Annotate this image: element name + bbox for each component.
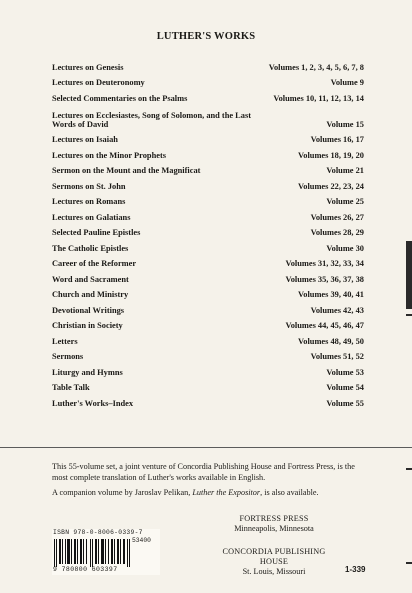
work-title: Selected Commentaries on the Psalms bbox=[52, 93, 188, 103]
work-title: Lectures on Romans bbox=[52, 197, 126, 206]
volume-row bbox=[52, 191, 364, 207]
publisher-city: St. Louis, Missouri bbox=[242, 567, 306, 576]
volume-numbers: Volumes 42, 43 bbox=[310, 305, 364, 315]
work-title: Luther's Works–Index bbox=[52, 398, 134, 408]
volume-numbers: Volumes 51, 52 bbox=[310, 352, 364, 361]
work-title: Christian in Society bbox=[52, 321, 123, 330]
companion-text-after: , is also available. bbox=[260, 488, 319, 497]
description-paragraph: This 55-volume set, a joint venture of Concordia Publishing House and Fortress Press, is the most complete translation of Luther's works available in English. bbox=[52, 462, 355, 482]
volume-numbers: Volume 55 bbox=[326, 398, 364, 408]
work-title: Lectures on Ecclesiastes, Song of Solomon, and the Last Words of David bbox=[52, 110, 251, 129]
volume-row bbox=[52, 103, 364, 129]
volume-row bbox=[52, 361, 364, 377]
volume-row bbox=[52, 222, 364, 238]
publisher-name: FORTRESS PRESS bbox=[239, 514, 309, 523]
work-title: Table Talk bbox=[52, 383, 90, 392]
work-title: Liturgy and Hymns bbox=[52, 367, 123, 377]
volume-row bbox=[52, 129, 364, 145]
volume-numbers: Volumes 18, 19, 20 bbox=[298, 150, 364, 160]
volume-numbers: Volumes 1, 2, 3, 4, 5, 6, 7, 8 bbox=[268, 62, 364, 72]
edge-mark bbox=[406, 468, 412, 470]
work-title: The Catholic Epistles bbox=[52, 243, 129, 253]
work-title: Sermon on the Mount and the Magnificat bbox=[52, 166, 201, 175]
ean-digits: 9 780800 603397 bbox=[53, 566, 118, 573]
volume-row bbox=[52, 299, 364, 315]
work-title: Church and Ministry bbox=[52, 290, 129, 299]
volume-numbers: Volumes 10, 11, 12, 13, 14 bbox=[273, 93, 364, 103]
volume-numbers: Volume 21 bbox=[326, 166, 364, 175]
volume-numbers: Volumes 35, 36, 37, 38 bbox=[285, 274, 364, 284]
volume-numbers: Volumes 28, 29 bbox=[310, 228, 364, 237]
work-title: Selected Pauline Epistles bbox=[52, 228, 141, 237]
isbn-text: ISBN 978-0-8006-0339-7 bbox=[53, 529, 143, 536]
volume-numbers: Volumes 39, 40, 41 bbox=[298, 290, 364, 299]
page-title: LUTHER'S WORKS bbox=[156, 31, 256, 42]
work-title: Lectures on Deuteronomy bbox=[52, 78, 145, 87]
publisher-concordia bbox=[216, 547, 332, 577]
volume-row bbox=[52, 56, 364, 72]
volume-numbers: Volumes 48, 49, 50 bbox=[298, 336, 364, 346]
publisher-city: Minneapolis, Minnesota bbox=[234, 524, 314, 533]
companion-title: Luther the Expositor bbox=[192, 488, 261, 497]
volume-row bbox=[52, 284, 364, 300]
volume-row bbox=[52, 392, 364, 408]
work-title: Sermons bbox=[52, 352, 84, 361]
volume-row bbox=[52, 206, 364, 222]
order-code: 1-339 bbox=[345, 565, 366, 574]
volume-list bbox=[52, 56, 364, 408]
work-title: Lectures on Isaiah bbox=[52, 135, 118, 144]
volume-numbers: Volume 9 bbox=[330, 78, 364, 87]
volume-row bbox=[52, 330, 364, 346]
volume-numbers: Volume 15 bbox=[326, 119, 364, 129]
volume-row bbox=[52, 253, 364, 269]
edge-mark bbox=[406, 314, 412, 316]
volume-numbers: Volume 30 bbox=[326, 243, 364, 253]
price-addon: 53400 bbox=[132, 537, 151, 544]
volume-numbers: Volumes 26, 27 bbox=[310, 212, 364, 222]
edge-mark bbox=[406, 562, 412, 564]
work-title: Lectures on Galatians bbox=[52, 212, 131, 222]
work-title: Lectures on Genesis bbox=[52, 62, 124, 72]
work-title: Word and Sacrament bbox=[52, 274, 129, 284]
work-title: Lectures on the Minor Prophets bbox=[52, 150, 166, 160]
divider bbox=[0, 447, 412, 448]
volume-row bbox=[52, 144, 364, 160]
work-title: Devotional Writings bbox=[52, 305, 125, 315]
companion-note bbox=[52, 487, 367, 498]
volume-numbers: Volumes 16, 17 bbox=[310, 135, 364, 144]
volume-row bbox=[52, 315, 364, 331]
volume-numbers: Volume 25 bbox=[326, 197, 364, 206]
volume-row bbox=[52, 346, 364, 362]
volume-row bbox=[52, 237, 364, 253]
volume-numbers: Volumes 44, 45, 46, 47 bbox=[285, 321, 364, 330]
volume-numbers: Volumes 22, 23, 24 bbox=[298, 181, 364, 191]
volume-row bbox=[52, 377, 364, 393]
volume-numbers: Volume 53 bbox=[326, 367, 364, 377]
volume-row bbox=[52, 175, 364, 191]
volume-row bbox=[52, 72, 364, 88]
barcode-bars bbox=[54, 539, 132, 567]
publisher-name: CONCORDIA PUBLISHING HOUSE bbox=[222, 547, 326, 566]
volume-row bbox=[52, 160, 364, 176]
volume-numbers: Volumes 31, 32, 33, 34 bbox=[285, 259, 364, 268]
volume-row bbox=[52, 268, 364, 284]
work-title: Sermons on St. John bbox=[52, 181, 126, 191]
companion-text-before: A companion volume by Jaroslav Pelikan, bbox=[52, 488, 193, 497]
publisher-fortress bbox=[216, 514, 332, 534]
work-title: Career of the Reformer bbox=[52, 259, 137, 268]
barcode bbox=[52, 529, 160, 575]
volume-row bbox=[52, 87, 364, 103]
work-title: Letters bbox=[52, 336, 78, 346]
description bbox=[52, 461, 367, 502]
volume-numbers: Volume 54 bbox=[326, 383, 364, 392]
edge-mark bbox=[406, 241, 412, 309]
